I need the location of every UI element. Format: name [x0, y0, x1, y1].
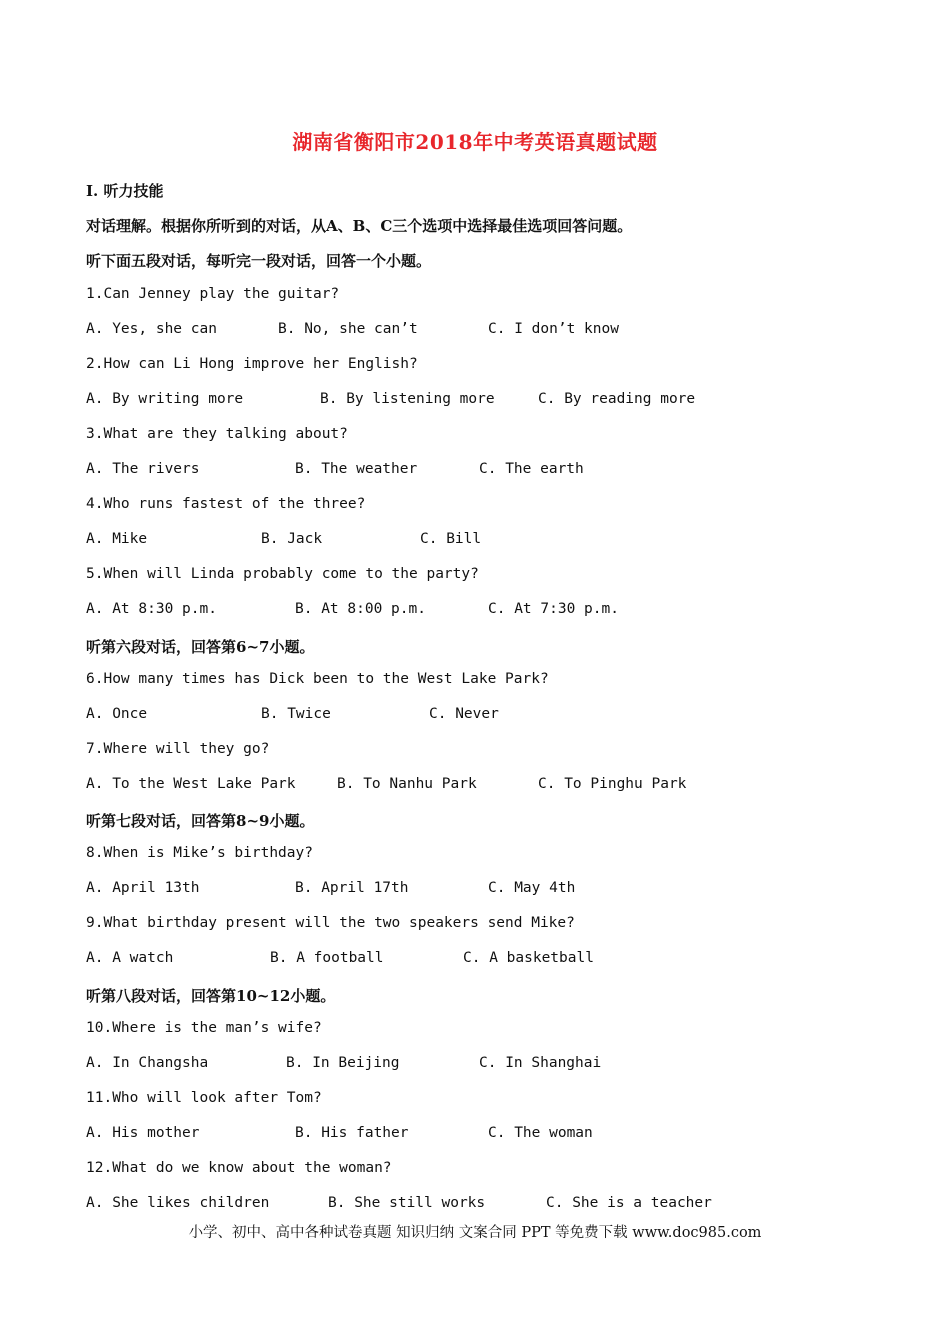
option-a: A. Mike — [86, 531, 148, 547]
option-b: B. At 8:00 p.m. — [295, 601, 426, 617]
option-b: B. Jack — [261, 531, 323, 547]
option-a: A. A watch — [86, 950, 174, 966]
option-a: A. By writing more — [86, 391, 244, 407]
option-b: B. A football — [270, 950, 384, 966]
option-b: B. She still works — [328, 1195, 486, 1211]
instruction-main: 对话理解。根据你所听到的对话，从A、B、C三个选项中选择最佳选项回答问题。 — [86, 217, 633, 235]
option-b: B. The weather — [295, 461, 418, 477]
option-a: A. His mother — [86, 1125, 200, 1141]
option-a: A. Once — [86, 706, 148, 722]
option-c: C. In Shanghai — [479, 1055, 602, 1071]
option-c: C. By reading more — [538, 391, 696, 407]
option-c: C. To Pinghu Park — [538, 776, 687, 792]
option-a: A. At 8:30 p.m. — [86, 601, 217, 617]
option-b: B. No, she can’t — [278, 321, 418, 337]
option-a: A. Yes, she can — [86, 321, 217, 337]
option-b: B. To Nanhu Park — [337, 776, 477, 792]
option-b: B. By listening more — [320, 391, 495, 407]
question-10: 10.Where is the man’s wife? — [86, 1020, 322, 1036]
question-9: 9.What birthday present will the two speakers send Mike? — [86, 915, 575, 931]
option-c: C. A basketball — [463, 950, 594, 966]
option-a: A. To the West Lake Park — [86, 776, 296, 792]
question-6: 6.How many times has Dick been to the West Lake Park? — [86, 671, 549, 687]
question-1: 1.Can Jenney play the guitar? — [86, 286, 340, 302]
question-4: 4.Who runs fastest of the three? — [86, 496, 366, 512]
option-c: C. Never — [429, 706, 499, 722]
option-a: A. April 13th — [86, 880, 200, 896]
question-5: 5.When will Linda probably come to the party? — [86, 566, 479, 582]
option-c: C. She is a teacher — [546, 1195, 712, 1211]
option-b: B. His father — [295, 1125, 409, 1141]
option-a: A. In Changsha — [86, 1055, 209, 1071]
instruction-part2: 听第六段对话，回答第6~7小题。 — [86, 638, 315, 656]
section-heading: Ⅰ. 听力技能 — [86, 182, 164, 200]
option-b: B. In Beijing — [286, 1055, 400, 1071]
option-c: C. At 7:30 p.m. — [488, 601, 619, 617]
instruction-part1: 听下面五段对话，每听完一段对话，回答一个小题。 — [86, 252, 432, 270]
question-7: 7.Where will they go? — [86, 741, 270, 757]
option-c: C. May 4th — [488, 880, 576, 896]
option-c: C. The woman — [488, 1125, 593, 1141]
option-c: C. I don’t know — [488, 321, 619, 337]
instruction-part3: 听第七段对话，回答第8~9小题。 — [86, 812, 315, 830]
question-3: 3.What are they talking about? — [86, 426, 348, 442]
option-a: A. She likes children — [86, 1195, 270, 1211]
option-c: C. Bill — [420, 531, 482, 547]
question-2: 2.How can Li Hong improve her English? — [86, 356, 418, 372]
option-c: C. The earth — [479, 461, 584, 477]
question-8: 8.When is Mike’s birthday? — [86, 845, 313, 861]
question-11: 11.Who will look after Tom? — [86, 1090, 322, 1106]
option-b: B. Twice — [261, 706, 331, 722]
instruction-part4: 听第八段对话，回答第10~12小题。 — [86, 987, 336, 1005]
page-footer: 小学、初中、高中各种试卷真题 知识归纳 文案合同 PPT 等免费下载 www.doc985.com — [188, 1225, 762, 1241]
question-12: 12.What do we know about the woman? — [86, 1160, 392, 1176]
document-title: 湖南省衡阳市2018年中考英语真题试题 — [292, 130, 658, 154]
option-a: A. The rivers — [86, 461, 200, 477]
option-b: B. April 17th — [295, 880, 409, 896]
